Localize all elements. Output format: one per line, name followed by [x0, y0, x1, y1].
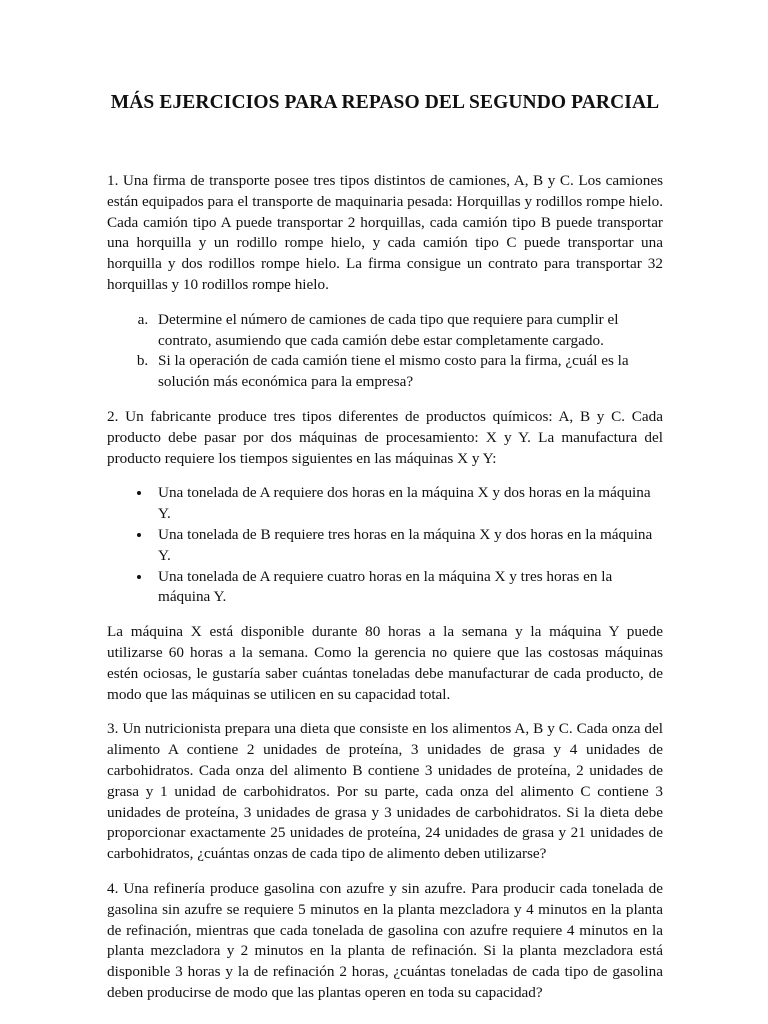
- exercise-4-text: 4. Una refinería produce gasolina con azufre y sin azufre. Para producir cada tonelada de gasolina sin azufre se requiere 5 minutos en la planta mezcladora y 4 minutos en la planta de refinación, mientras que cada tonelada de gasolina con azufre requiere 4 minutos en la planta mezcladora y 2 minutos en la planta de refinación. Si la planta mezcladora está disponible 3 horas y la de refinación 2 horas, ¿cuántas toneladas de cada tipo de gasolina deben producirse de modo que las plantas operen en toda su capacidad?: [107, 879, 663, 1001]
- exercise-2-bullet-2: • Una tonelada de B requiere tres horas en la máquina X y dos horas en la máquina Y.: [152, 525, 663, 567]
- exercise-2-closing: La máquina X está disponible durante 80 horas a la semana y la máquina Y puede utilizarse 60 horas a la semana. Como la gerencia no quiere que las costosas máquinas estén ociosas, le gustaría saber cuántas toneladas debe manufacturar de cada producto, de modo que las máquinas se utilicen en su capacidad total.: [107, 623, 663, 703]
- exercise-1-text: 1. Una firma de transporte posee tres tipos distintos de camiones, A, B y C. Los camiones están equipados para el transporte de maquinaria pesada: Horquillas y rodillos rompe hielo. Cada camión tipo A puede transportar 2 horquillas, cada camión tipo B puede transportar una horquilla y un rodillo rompe hielo, y cada camión tipo C puede transportar una horquilla y dos rodillos rompe hielo. La firma consigue un contrato para transportar 32 horquillas y 10 rodillos rompe hielo.: [107, 172, 663, 293]
- exercise-1-item-b: b. Si la operación de cada camión tiene el mismo costo para la firma, ¿cuál es la solución más económica para la empresa?: [152, 351, 663, 393]
- exercise-3-text: 3. Un nutricionista prepara una dieta que consiste en los alimentos A, B y C. Cada onza del alimento A contiene 2 unidades de proteína, 3 unidades de grasa y 4 unidades de carbohidratos. Cada onza del alimento B contiene 3 unidades de proteína, 2 unidades de grasa y 1 unidad de carbohidratos. Por su parte, cada onza del alimento C contiene 3 unidades de proteína, 3 unidades de grasa y 3 unidades de carbohidratos. Si la dieta debe proporcionar exactamente 25 unidades de proteína, 24 unidades de grasa y 21 unidades de carbohidratos, ¿cuántas onzas de cada tipo de alimento deben utilizarse?: [107, 720, 663, 863]
- exercise-2-text: 2. Un fabricante produce tres tipos diferentes de productos químicos: A, B y C. Cada producto debe pasar por dos máquinas de procesamiento: X y Y. La manufactura del producto requiere los tiempos siguientes en las máquinas X y Y:: [107, 407, 663, 467]
- document-title: MÁS EJERCICIOS PARA REPASO DEL SEGUNDO PARCIAL: [110, 92, 660, 113]
- exercise-1-subitems: [107, 310, 663, 393]
- exercise-2-bullet-1: • Una tonelada de A requiere dos horas en la máquina X y dos horas en la máquina Y.: [152, 483, 663, 525]
- exercise-1-item-a: a. Determine el número de camiones de cada tipo que requiere para cumplir el contrato, asumiendo que cada camión debe estar completamente cargado.: [152, 310, 663, 352]
- exercise-2-bullets: [107, 483, 663, 608]
- exercise-2-bullet-3: • Una tonelada de A requiere cuatro horas en la máquina X y tres horas en la máquina Y.: [152, 567, 663, 609]
